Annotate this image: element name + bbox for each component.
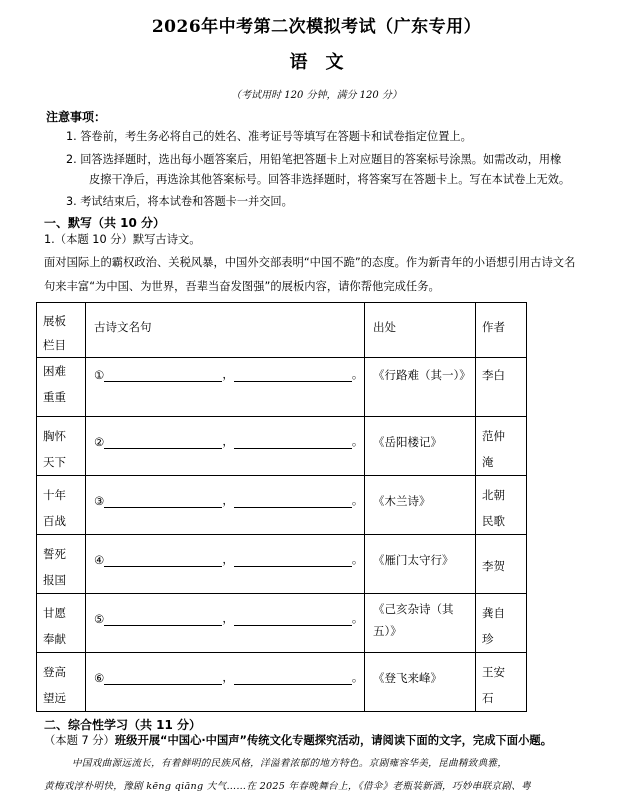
notice-item: 1. 答卷前，考生务必将自己的姓名、准考证号等填写在答题卡和试卷指定位置上。 [66, 130, 472, 143]
exam-title: 2026年中考第二次模拟考试（广东专用） [151, 17, 482, 37]
column-label: 登高 [43, 665, 66, 679]
table-row [37, 535, 527, 594]
question-1: 1.（本题 10 分）默写古诗文。 [44, 233, 201, 246]
header-author: 作者 [482, 320, 505, 334]
comma: ， [222, 493, 234, 507]
notice-heading: 注意事项： [46, 110, 107, 124]
period: 。 [351, 670, 364, 684]
answer-blank[interactable] [104, 436, 222, 449]
comma: ， [222, 367, 234, 381]
blank-number: ④ [94, 553, 105, 567]
source: 《登飞来峰》 [373, 671, 442, 685]
source: 《雁门太守行》 [373, 553, 454, 567]
column-label: 甘愿 [43, 606, 66, 620]
answer-blank[interactable] [234, 495, 352, 508]
blank-number: ③ [94, 494, 105, 508]
column-label: 天下 [43, 455, 66, 469]
author: 龚自 [482, 606, 505, 620]
header-col-2: 栏目 [43, 338, 66, 352]
blank-number: ① [94, 368, 105, 382]
author: 北朝 [482, 488, 505, 502]
comma: ， [222, 670, 234, 684]
column-label: 望远 [43, 691, 66, 705]
period: 。 [351, 434, 364, 448]
notice-item: 2. 回答选择题时，选出每小题答案后，用铅笔把答题卡上对应题目的答案标号涂黑。如需改动，用橡 [66, 153, 562, 166]
header-col-1: 展板 [43, 314, 66, 328]
table-row [37, 594, 527, 653]
column-label: 十年 [43, 488, 66, 502]
answer-blank[interactable] [234, 369, 352, 382]
author: 李贺 [482, 559, 505, 573]
answer-blank[interactable] [234, 672, 352, 685]
notice-item: 皮擦干净后，再选涂其他答案标号。回答非选择题时，将答案写在答题卡上。写在本试卷上无效。 [89, 173, 571, 186]
question-2-score: （本题 7 分） [44, 734, 115, 747]
blank-number: ⑤ [94, 612, 105, 626]
table-row [37, 476, 527, 535]
question-2-text: 班级开展“中国心·中国声”传统文化专题探究活动，请阅读下面的文字，完成下面小题。 [114, 734, 552, 747]
notice-item: 3. 考试结束后，将本试卷和答题卡一并交回。 [66, 195, 293, 208]
period: 。 [351, 611, 364, 625]
column-label: 报国 [43, 573, 66, 587]
header-source: 出处 [373, 320, 396, 334]
answer-blank[interactable] [104, 554, 222, 567]
intro-line: 句来丰富“为中国、为世界，吾辈当奋发图强”的展板内容，请你帮他完成任务。 [44, 280, 440, 293]
table-row [37, 653, 527, 712]
table-row [37, 358, 527, 417]
comma: ， [222, 611, 234, 625]
answer-blank[interactable] [234, 613, 352, 626]
section1-heading: 一、默写（共 10 分） [44, 216, 166, 230]
author: 淹 [482, 455, 494, 469]
source: 五）》 [373, 624, 402, 638]
source: 《行路难（其一）》 [373, 368, 471, 382]
comma: ， [222, 552, 234, 566]
answer-blank[interactable] [234, 436, 352, 449]
source: 《己亥杂诗（其 [373, 602, 454, 616]
exam-info: （考试用时 120 分钟，满分 120 分） [231, 90, 402, 101]
author: 民歌 [482, 514, 505, 528]
column-label: 困难 [43, 364, 66, 378]
table-header-row [37, 303, 527, 358]
author: 范仲 [482, 429, 505, 443]
answer-blank[interactable] [104, 495, 222, 508]
section2-heading: 二、综合性学习（共 11 分） [44, 718, 202, 732]
answer-blank[interactable] [234, 554, 352, 567]
passage-line: 黄梅戏淳朴明快，豫剧 kēng qiāng 大气……在 2025 年春晚舞台上，《借伞》老瓶装新酒，巧妙串联京剧、粤 [44, 781, 532, 792]
column-label: 誓死 [43, 547, 66, 561]
comma: ， [222, 434, 234, 448]
author: 王安 [482, 665, 505, 679]
source: 《岳阳楼记》 [373, 435, 442, 449]
blank-number: ⑥ [94, 671, 105, 685]
answer-blank[interactable] [104, 672, 222, 685]
passage-line: 中国戏曲源远流长，有着鲜明的民族风格，洋溢着浓郁的地方特色。京剧雍容华美，昆曲精致典雅， [72, 758, 508, 769]
header-line: 古诗文名句 [94, 320, 152, 334]
period: 。 [351, 493, 364, 507]
period: 。 [351, 367, 364, 381]
period: 。 [351, 552, 364, 566]
author: 李白 [482, 368, 505, 382]
column-label: 百战 [43, 514, 66, 528]
column-label: 胸怀 [43, 429, 66, 443]
question-2 [44, 732, 552, 748]
subject-title: 语文 [289, 52, 362, 73]
blank-number: ② [94, 435, 105, 449]
answer-blank[interactable] [104, 613, 222, 626]
author: 石 [482, 691, 494, 705]
source: 《木兰诗》 [373, 494, 431, 508]
column-label: 重重 [43, 390, 66, 404]
poem-table [36, 302, 527, 712]
author: 珍 [482, 632, 494, 646]
intro-line: 面对国际上的霸权政治、关税风暴，中国外交部表明“中国不跪”的态度。作为新青年的小语想引用古诗文名 [44, 256, 576, 269]
table-row [37, 417, 527, 476]
answer-blank[interactable] [104, 369, 222, 382]
column-label: 奉献 [43, 632, 66, 646]
